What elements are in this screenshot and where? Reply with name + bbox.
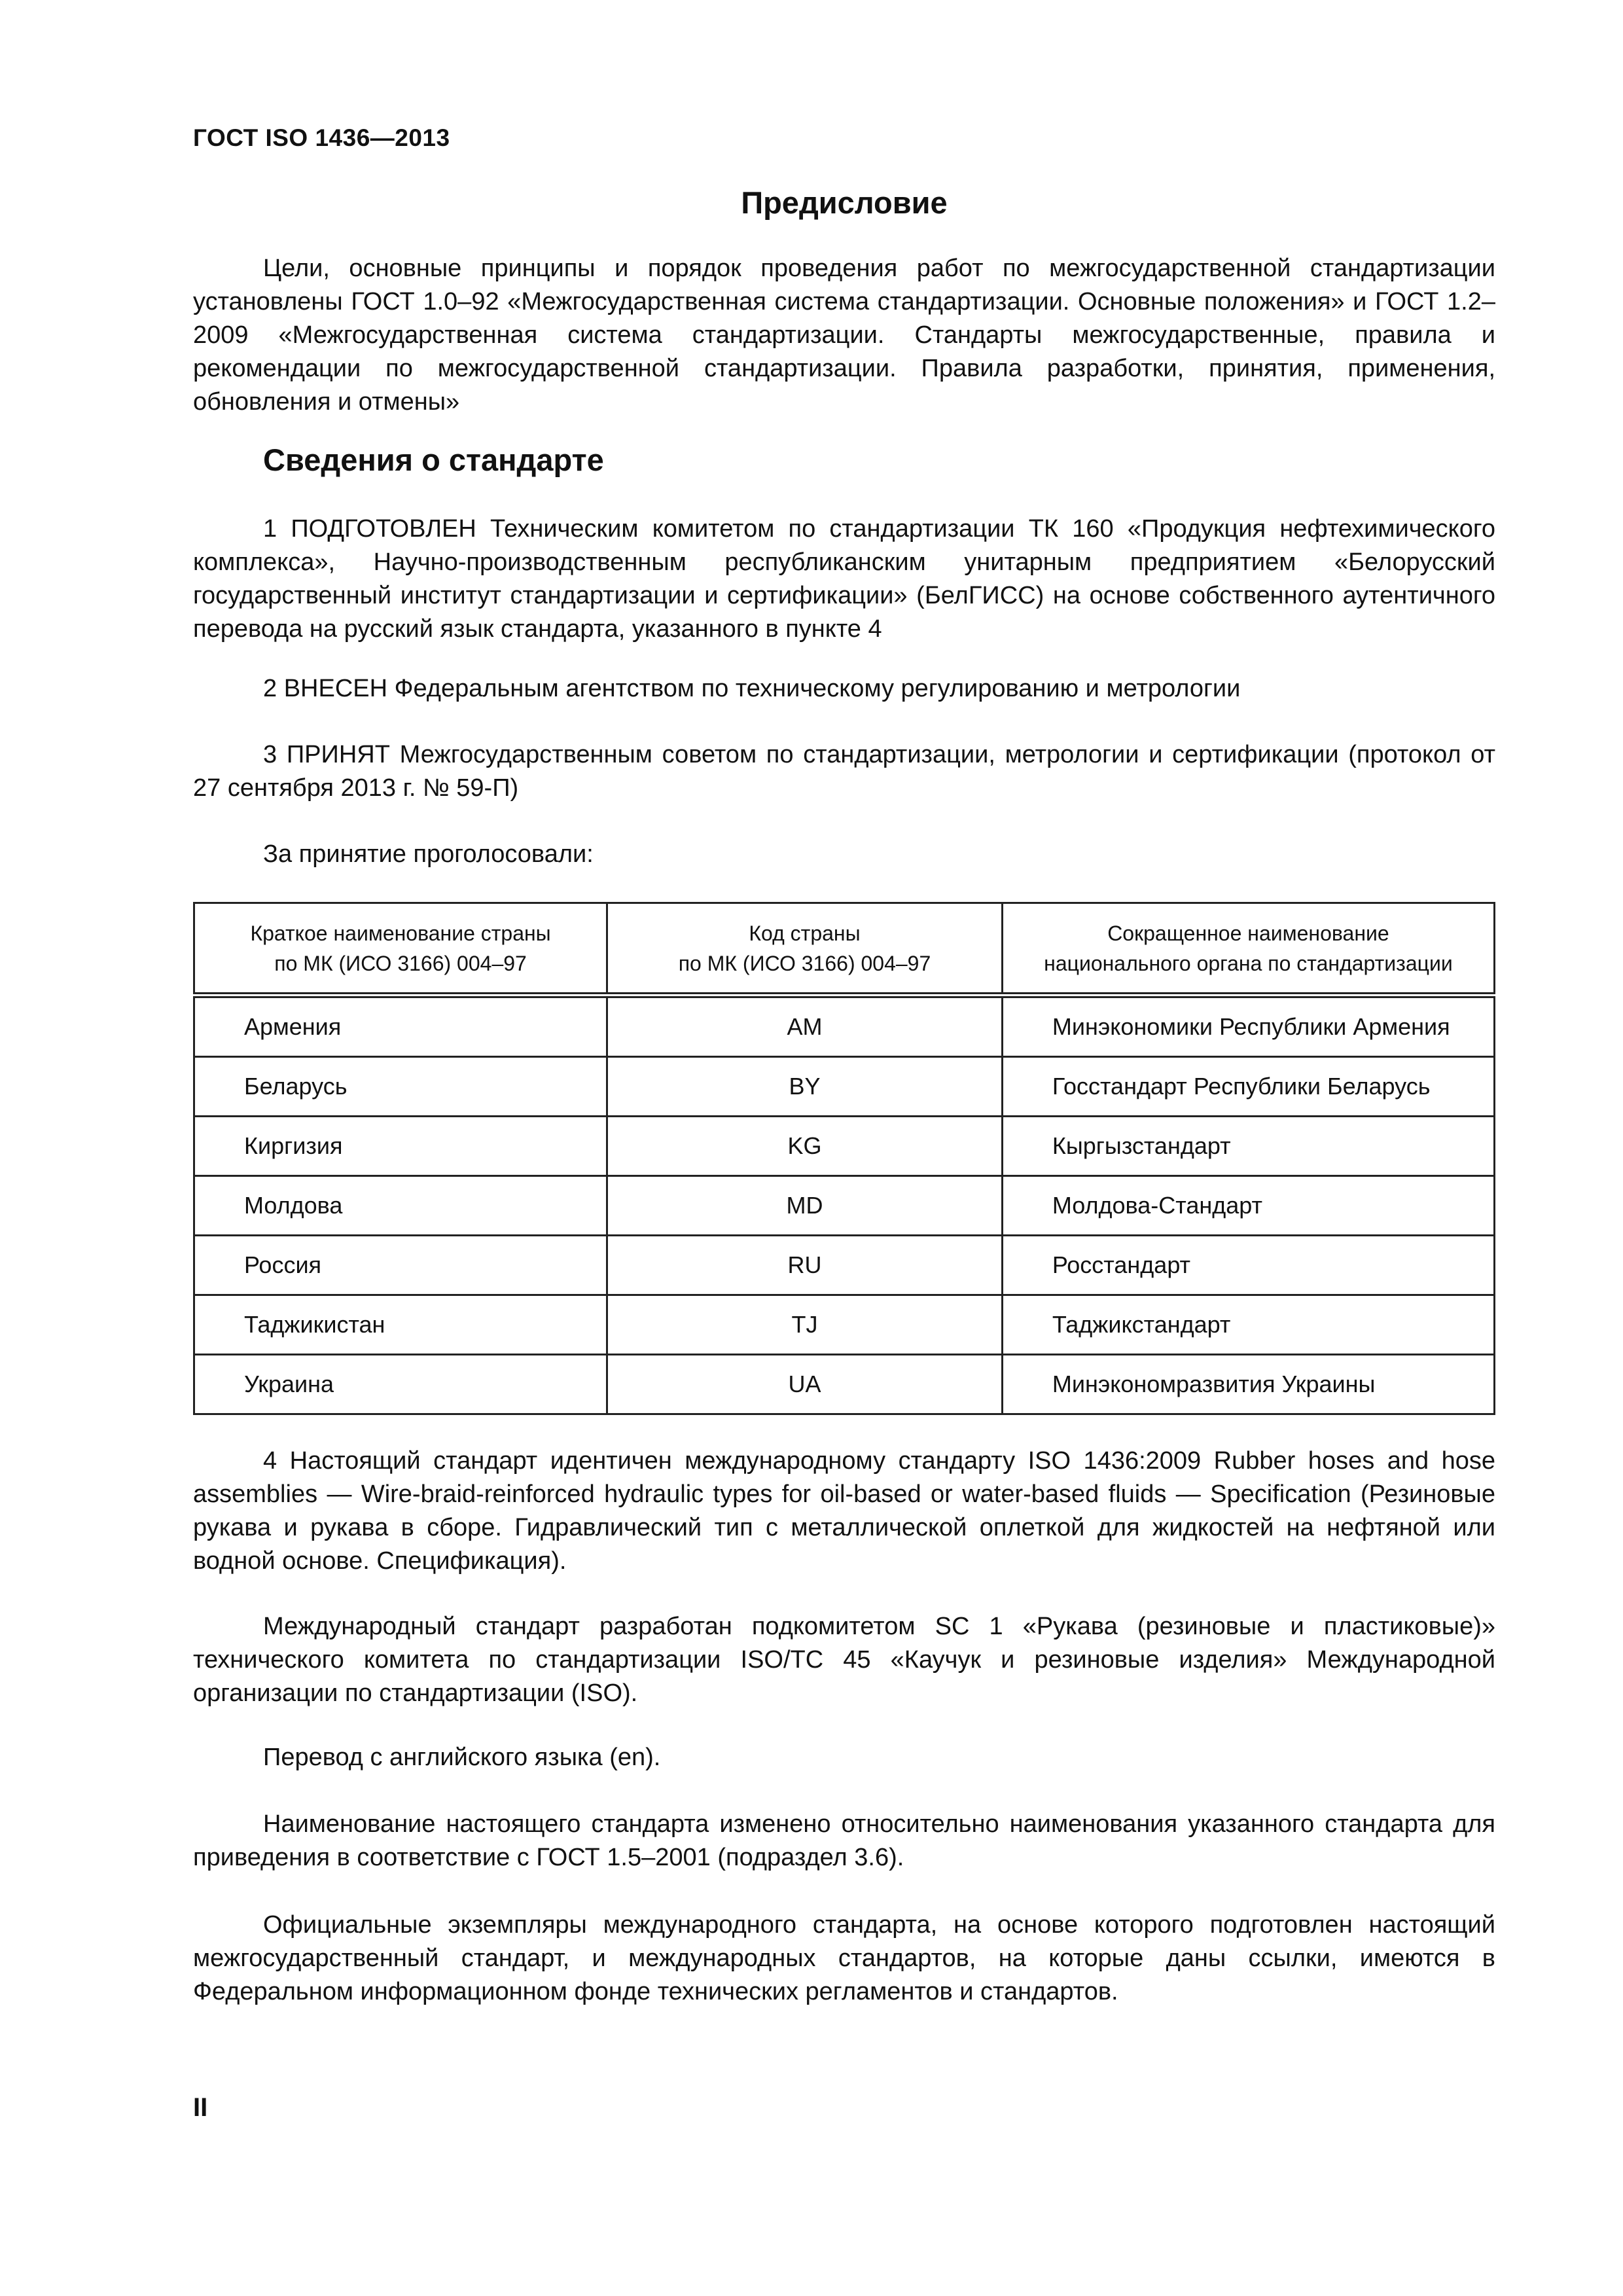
standards-body: Госстандарт Республики Беларусь — [1002, 1057, 1494, 1117]
country-code: RU — [607, 1236, 1003, 1295]
country-code: MD — [607, 1176, 1003, 1236]
header-country-code: Код страны по МК (ИСО 3166) 004–97 — [607, 903, 1003, 996]
country-name: Армения — [194, 996, 607, 1057]
item-1-paragraph: 1 ПОДГОТОВЛЕН Техническим комитетом по стандартизации ТК 160 «Продукция нефтехимического комплекса», Научно-производственным республиканским унитарным предприятием «Белорусский государственный институт стандартизации и сертификации» (БелГИСС) на основе собственного аутентичного перевода на русский язык стандарта, указанного в пункте 4 — [193, 515, 1495, 643]
country-name: Молдова — [194, 1176, 607, 1236]
preface-paragraph: Цели, основные принципы и порядок проведения работ по межгосударственной стандартизации установлены ГОСТ 1.0–92 «Межгосударственная система стандартизации. Основные положения» и ГОСТ 1.2–2009 «Межгосударственная система стандартизации. Стандарты межгосударственные, правила и рекомендации по межгосударственной стандартизации. Правила разработки, принятия, применения, обновления и отмены» — [193, 255, 1495, 416]
header-standards-body: Сокращенное наименование национального органа по стандартизации — [1002, 903, 1494, 996]
page-number: II — [193, 2093, 208, 2122]
table-row — [194, 1176, 1495, 1236]
table-header-row — [194, 903, 1495, 996]
table-row — [194, 1236, 1495, 1295]
official-copies-paragraph: Официальные экземпляры международного стандарта, на основе которого подготовлен настоящий межгосударственный стандарт, и международных стандартов, на которые даны ссылки, имеются в Федеральном информационном фонде технических регламентов и стандартов. — [193, 1911, 1495, 2005]
country-name: Украина — [194, 1355, 607, 1414]
document-code: ГОСТ ISO 1436—2013 — [193, 124, 450, 151]
table-row — [194, 1117, 1495, 1176]
country-code: TJ — [607, 1295, 1003, 1355]
country-code: UA — [607, 1355, 1003, 1414]
country-name: Россия — [194, 1236, 607, 1295]
standards-body: Кыргызстандарт — [1002, 1117, 1494, 1176]
table-row — [194, 1295, 1495, 1355]
item-4-paragraph: 4 Настоящий стандарт идентичен международному стандарту ISO 1436:2009 Rubber hoses and hose assemblies — Wire-braid-reinforced hydraulic types for oil-based or water-based fluids — Specification (Резиновые рукава и рукава в сборе. Гидравлический тип с металлической оплеткой для жидкостей на нефтяной или водной основе. Спецификация). — [193, 1447, 1495, 1575]
standards-body: Молдова-Стандарт — [1002, 1176, 1494, 1236]
standard-info-title: Сведения о стандарте — [263, 442, 604, 477]
header-country-name: Краткое наименование страны по МК (ИСО 3166) 004–97 — [194, 903, 607, 996]
standards-body: Таджикстандарт — [1002, 1295, 1494, 1355]
item-2-paragraph: 2 ВНЕСЕН Федеральным агентством по техническому регулированию и метрологии — [263, 675, 1241, 702]
country-name: Киргизия — [194, 1117, 607, 1176]
country-code: BY — [607, 1057, 1003, 1117]
standards-body: Минэкономразвития Украины — [1002, 1355, 1494, 1414]
table-row — [194, 1355, 1495, 1414]
translation-paragraph: Перевод с английского языка (en). — [263, 1744, 661, 1771]
standards-body: Росстандарт — [1002, 1236, 1494, 1295]
country-code: AM — [607, 996, 1003, 1057]
country-code: KG — [607, 1117, 1003, 1176]
name-change-paragraph: Наименование настоящего стандарта изменено относительно наименования указанного стандарта для приведения в соответствие с ГОСТ 1.5–2001 (подраздел 3.6). — [193, 1810, 1495, 1871]
countries-table — [193, 902, 1495, 1415]
standards-body: Минэкономики Республики Армения — [1002, 996, 1494, 1057]
table-row — [194, 1057, 1495, 1117]
preface-title: Предисловие — [741, 185, 948, 220]
intl-development-paragraph: Международный стандарт разработан подкомитетом SC 1 «Рукава (резиновые и пластиковые)» технического комитета по стандартизации ISO/TC 45 «Каучук и резиновые изделия» Международной организации по стандартизации (ISO). — [193, 1613, 1495, 1707]
country-name: Таджикистан — [194, 1295, 607, 1355]
country-name: Беларусь — [194, 1057, 607, 1117]
table-row — [194, 996, 1495, 1057]
item-3-paragraph: 3 ПРИНЯТ Межгосударственным советом по стандартизации, метрологии и сертификации (протокол от 27 сентября 2013 г. № 59-П) — [193, 741, 1495, 802]
voted-label: За принятие проголосовали: — [263, 840, 594, 868]
